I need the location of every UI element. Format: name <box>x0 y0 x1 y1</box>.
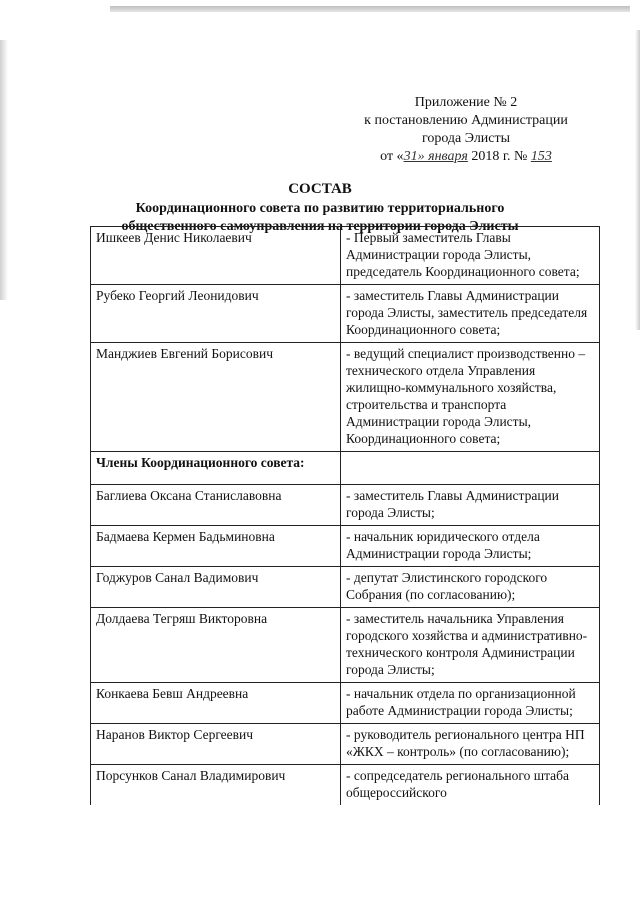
appendix-city: города Элисты <box>421 131 511 146</box>
table-row <box>91 683 600 724</box>
table-row <box>91 765 600 806</box>
table-row <box>91 485 600 526</box>
member-name: Манджиев Евгений Борисович <box>91 343 341 452</box>
member-role: - руководитель регионального центра НП «ЖКХ – контроль» (по согласованию); <box>341 724 600 765</box>
member-name: Ишкеев Денис Николаевич <box>91 227 341 285</box>
table-row <box>91 285 600 343</box>
member-role: - сопредседатель регионального штаба общероссийского <box>341 765 600 806</box>
table-row-section <box>91 452 600 485</box>
appendix-header <box>336 94 596 166</box>
appendix-number: Приложение № 2 <box>414 95 518 110</box>
members-heading-empty-cell <box>341 452 600 485</box>
member-name: Долдаева Тегряш Викторовна <box>91 608 341 683</box>
members-heading: Члены Координационного совета: <box>91 452 341 485</box>
scan-edge-top <box>110 6 630 12</box>
table-row <box>91 227 600 285</box>
member-role: - начальник юридического отдела Администрации города Элисты; <box>341 526 600 567</box>
table-row <box>91 724 600 765</box>
member-name: Конкаева Бевш Андреевна <box>91 683 341 724</box>
member-role: - Первый заместитель Главы Администрации города Элисты, председатель Координационного совета; <box>341 227 600 285</box>
member-role: - заместитель Главы Администрации города Элисты; <box>341 485 600 526</box>
member-name: Наранов Виктор Сергеевич <box>91 724 341 765</box>
scan-edge-right <box>635 30 640 330</box>
scan-edge-left <box>0 40 8 300</box>
table-row <box>91 526 600 567</box>
member-role: - ведущий специалист производственно – технического отдела Управления жилищно-коммунального хозяйства, строительства и транспорта Администрации города Элисты, Координационного совета; <box>341 343 600 452</box>
table-row <box>91 343 600 452</box>
table-row <box>91 567 600 608</box>
date-suffix: 2018 г. № <box>467 149 531 164</box>
title-line-1: Координационного совета по развитию территориального <box>135 201 505 216</box>
member-name: Годжуров Санал Вадимович <box>91 567 341 608</box>
member-name: Рубеко Георгий Леонидович <box>91 285 341 343</box>
member-role: - депутат Элистинского городского Собрания (по согласованию); <box>341 567 600 608</box>
date-prefix: от « <box>380 149 404 164</box>
member-role: - начальник отдела по организационной работе Администрации города Элисты; <box>341 683 600 724</box>
table-row <box>91 608 600 683</box>
date-handwritten: 31» января <box>403 149 468 164</box>
member-role: - заместитель Главы Администрации города Элисты, заместитель председателя Координационного совета; <box>341 285 600 343</box>
member-name: Баглиева Оксана Станиславовна <box>91 485 341 526</box>
title-line-2: общественного самоуправления на территории города Элисты <box>121 219 519 234</box>
council-members-table <box>90 226 600 805</box>
member-name: Порсунков Санал Владимирович <box>91 765 341 806</box>
decree-number-handwritten: 153 <box>530 149 552 164</box>
title-main: СОСТАВ <box>288 181 352 197</box>
member-role: - заместитель начальника Управления городского хозяйства и административно-технического контроля Администрации города Элисты; <box>341 608 600 683</box>
appendix-decree: к постановлению Администрации <box>364 113 568 128</box>
appendix-date <box>336 148 596 166</box>
member-name: Бадмаева Кермен Бадьминовна <box>91 526 341 567</box>
